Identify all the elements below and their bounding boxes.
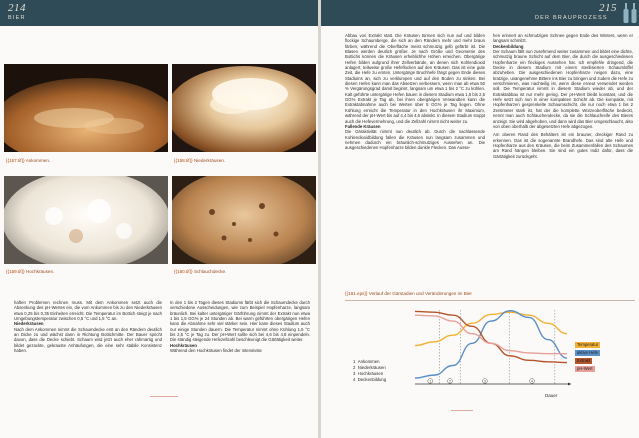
legend-number-3 bbox=[353, 371, 383, 376]
caption-schlauchdecke-ref: {{160.tif}} bbox=[174, 269, 193, 274]
legend-number-4-label: Deckenbildung bbox=[357, 377, 387, 382]
right-text-column-1 bbox=[345, 33, 485, 151]
right-running-title: DER BRAUPROZESS bbox=[535, 15, 608, 21]
legend-number-4 bbox=[353, 377, 386, 382]
chart-svg bbox=[409, 304, 573, 390]
photo-niederkraeusen bbox=[172, 64, 316, 152]
left-col2-para-2: Während den Hochkräusen findet der intensivste bbox=[170, 348, 262, 354]
right-text-column-2 bbox=[493, 33, 633, 159]
right-page-footnote-line bbox=[451, 410, 473, 411]
legend-number-3-label: Hochkräusen bbox=[357, 371, 384, 376]
photo-ankommen bbox=[4, 64, 168, 152]
stage-marker-label-3: 3 bbox=[483, 379, 486, 384]
legend-tag-aktive-hefe: aktive Hefe bbox=[577, 350, 598, 355]
left-page-footnote-line bbox=[150, 396, 178, 397]
caption-schlauchdecke-text: Schlauchdecke. bbox=[193, 269, 227, 274]
left-col2-para-1: In den 1 bis 2 Tagen dieses Stadiums färbt sich die Schaumdecke durch verschiedene Ausscheidungen, wie zum Beispiel Hopfenharze, langsam bräunlich. Bei kalter untergäriger Gärführung nimmt der Extrakt nun etwa 1 bis 1,5 GG% je 24 Stunden ab. Bei warm geführten obergärigen Hefen kann die Abnahme sehr viel stärker sein. Hier kann dieses Stadium auch nur einige Stunden dauern. Die Temperatur nimmt ohne Kühlung 1,5 °C bis 2,5 °C je Tag zu. Der pH-Wert sollte sich bei 4,6 bis 4,8 einpendeln. Die ständig steigende Hefezellzahl beschleunigt die Gärtätigkeit weiter. bbox=[170, 300, 310, 343]
chart-title-rule bbox=[345, 300, 635, 301]
caption-ankommen-ref: {{157.tif}} bbox=[6, 158, 25, 163]
caption-hochkraeusen-ref: {{159.tif}} bbox=[6, 269, 25, 274]
photo-hochkraeusen bbox=[4, 176, 168, 264]
stage-marker-label-2: 2 bbox=[448, 379, 451, 384]
legend-number-2-label: Niederkräusen bbox=[357, 365, 386, 370]
left-page-number: 214 bbox=[8, 2, 26, 14]
photo-hochkraeusen-image bbox=[4, 176, 168, 264]
right-col2-para-1: hen erinnert an schmutzigen Schnee gegen Ende des Winters, wenn er langsam schmilzt. bbox=[493, 33, 633, 44]
legend-number-1-label: Ankommen bbox=[357, 359, 380, 364]
right-page-number: 215 bbox=[599, 2, 617, 14]
legend-tag-temperatur: Temperatur bbox=[577, 342, 599, 347]
caption-ankommen-text: Ankommen. bbox=[25, 158, 51, 163]
x-axis-label: Dauer bbox=[545, 393, 558, 398]
right-col2-subhead-deckenbildung: Deckenbildung bbox=[493, 43, 524, 49]
left-page bbox=[0, 0, 318, 438]
right-col2-para-3: Am oberen Rand des Behälters ist ein brauner, dreckiger Rand zu erkennen. Das ist die sogenannte Brandhefe. Das sind alte Hefe und Hopfenharze aus den Kräusen, die beim Zusammenfallen des Schaumes am Rand hängen bleiben. Sie sind ein gutes Indiz dafür, dass die Gärtätigkeit zurückgeht. bbox=[493, 132, 633, 159]
left-text-column-1 bbox=[14, 300, 162, 353]
x-axis-arrow bbox=[568, 383, 571, 386]
bottle-icon-2 bbox=[631, 3, 637, 23]
caption-schlauchdecke bbox=[174, 269, 226, 274]
caption-ankommen bbox=[6, 158, 50, 163]
left-col1-para-2: Nach dem Ankommen nimmt die Schaumdecke erst an den Rändern deutlich an Dicke zu und wächst dann in Richtung Bottichmitte. Der Bauer spricht davon, dass die Decke schiebt. Schaum wird jetzt auch eher rahmartig und bildet gezackte, gekrauste Anhäufungen, die eine sehr stabile Konsistenz haben. bbox=[14, 326, 162, 354]
right-page-header bbox=[321, 0, 639, 26]
legend-number-2-num: 2 bbox=[353, 365, 356, 370]
stage-marker-label-4: 4 bbox=[531, 379, 534, 384]
photo-schlauchdecke bbox=[172, 176, 316, 264]
left-running-title: BIER bbox=[8, 15, 26, 21]
left-col2-subhead-hochkraeusen: Hochkräusen bbox=[170, 342, 197, 348]
legend-number-3-num: 3 bbox=[353, 371, 356, 376]
left-col1-subhead-niederkraeusen: Niederkräusen bbox=[14, 321, 44, 327]
bottle-icon bbox=[623, 3, 629, 23]
right-col2-para-2: Der Schaum fällt nun zusehmend weiter zusammen und bildet eine dichte, schmutzig braune Schicht auf dem Bier, die durch die ausgeschiedenen Hopfenharze ein fleckiges Aussehen hat. Ich empfehle dringend, die Decke in diesem Stadium mit einem sterilisierten Schaumlöffel abzuheben. Die ausgeschiedenen Hopfenharze neigen dazu, eine kratzige, unangenehme Bittere ins Bier zu bringen und zudem die Hefe zu verschmieren, was nachteilig ist, wenn diese erneut verwendet werden soll. Die Temperatur nimmt in diesem Stadium wieder ab, und der Extraktabbau ist nur mehr gering. Der pH-Wert bleibt konstant, und die Hefe setzt sich nun in einer kompakten Schicht ab. Die kompakte, mit Hopfenharzen gesprenkelte Schaumschicht, die nur noch etwa 1 bis 2 Zentimeter stark ist, hat der die komplette Würzeoberfläche bedeckt, nennt man auch Schlauchendecke, da sie die Schlauchreife des Bieres anzeigt. Sie wird abgehoben, und dann wird das Bier umgeschlaucht, also von oben oberhalb der abgesetzten Hefe abgezogen. bbox=[493, 49, 633, 129]
stage-marker-label-1: 1 bbox=[429, 379, 432, 384]
legend-tag-ph-wert: pH-Wert bbox=[577, 366, 593, 371]
legend-number-2 bbox=[353, 365, 386, 370]
legend-number-4-num: 4 bbox=[353, 377, 356, 382]
left-page-header bbox=[0, 0, 318, 26]
chart-title-text: Verlauf der Gärstadien und Veränderungen im Bier bbox=[368, 291, 472, 296]
legend-number-1-num: 1 bbox=[353, 359, 356, 364]
chart-area bbox=[345, 302, 635, 402]
chart-title-ref: {{161.eps}} bbox=[345, 291, 368, 296]
caption-hochkraeusen-text: Hochkräusen. bbox=[25, 269, 55, 274]
caption-niederkraeusen-ref: {{158.tif}} bbox=[174, 158, 193, 163]
left-text-column-2 bbox=[170, 300, 310, 353]
photo-schlauchdecke-image bbox=[172, 176, 316, 264]
legend-tag-extrakt: Extrakt bbox=[577, 358, 591, 363]
series-line-temperatur bbox=[415, 312, 567, 345]
left-col1-para-1: haften Problemen rechnen muss. Mit dem Ankommen setzt auch die Absenkung des pH-Wertes ein, die vom Ankommen bis zu den Niederkräusen etwa 0,25 bis 0,35 Einheiten erreicht. Die Temperatur im Bottich steigt je nach Umgebungstemperatur zwischen 0,5 °C und 1,5 °C an. bbox=[14, 300, 162, 322]
caption-niederkraeusen bbox=[174, 158, 225, 163]
right-col1-para-2: Die Gäraktivität nimmt nun deutlich ab. Durch die nachlassende Kohlendioxidbildung fallen die Kräusen nun langsam zusammen und nehmen dadurch ein bräunlich-schmutziges Aussehen an. Die ausgeschiedenen Hopfenharze bilden dunkle Flecken. Das Ausse- bbox=[345, 129, 485, 151]
legend-number-1 bbox=[353, 359, 380, 364]
photo-ankommen-image bbox=[4, 64, 168, 152]
series-line-aktive-hefe bbox=[415, 311, 567, 378]
photo-niederkraeusen-image bbox=[172, 64, 316, 152]
caption-hochkraeusen bbox=[6, 269, 54, 274]
right-col1-subhead-fallende-kraeusen: Fallende Kräusen bbox=[345, 123, 381, 129]
caption-niederkraeusen-text: Niederkräusen. bbox=[193, 158, 226, 163]
right-col1-para-1: Abbau von Extrakt statt. Die Kräusen türmen sich nun auf und bilden flockige Schaumberge, die sich an den Rändern mehr und mehr braun färben, während die Oberfläche meist schmutzig gelb gefärbt ist. Die Blasen werden deutlich größer. Je nach Größe und Geometrie des Bottichs können die Kräusen erheblichhe Höhen erreichen. Obergärige Hefen bilden aufgrund ihrer Zellverbände, an denen sich Kohlendioxid anlagert, teilweise große Hefeflocken auf den Kräusen. Das ist eine gute Zeit, die Hefe zu ernten. Untergärige Bruchhefe fängt gegen Ende dieses Stadiums an, sich zu verklumpen und auf den Boden zu sinken. Bei diesen Hefen kann man das Absetzen verbessern, wenn man ab etwa 50 % Vergärungsgrad damit beginnt, langsam um etwa 1 bis 2 °C zu kühlen. Kalt geführte untergärige Hefen bauen in diesem Stadium etwa 1,5 bis 2,5 GG% Extrakt je Tag ab, bei ihren obergärigen Verwandten kann die Extraktabnahme auch bei Werten über 5 GG% je Tag liegen. Ohne Kühlung erreicht die Temperatur in den Hochkräusen ihr Maximum, während der pH-Wert bis auf 4,4 bis 4,6 absinkt. In diesem Stadium stoppt auch die Hefevermehrung, und die Zellzahl nimmt nicht weiter zu. bbox=[345, 33, 486, 124]
chart-title bbox=[345, 291, 472, 296]
series-line-extrakt bbox=[415, 311, 567, 362]
right-page bbox=[321, 0, 639, 438]
